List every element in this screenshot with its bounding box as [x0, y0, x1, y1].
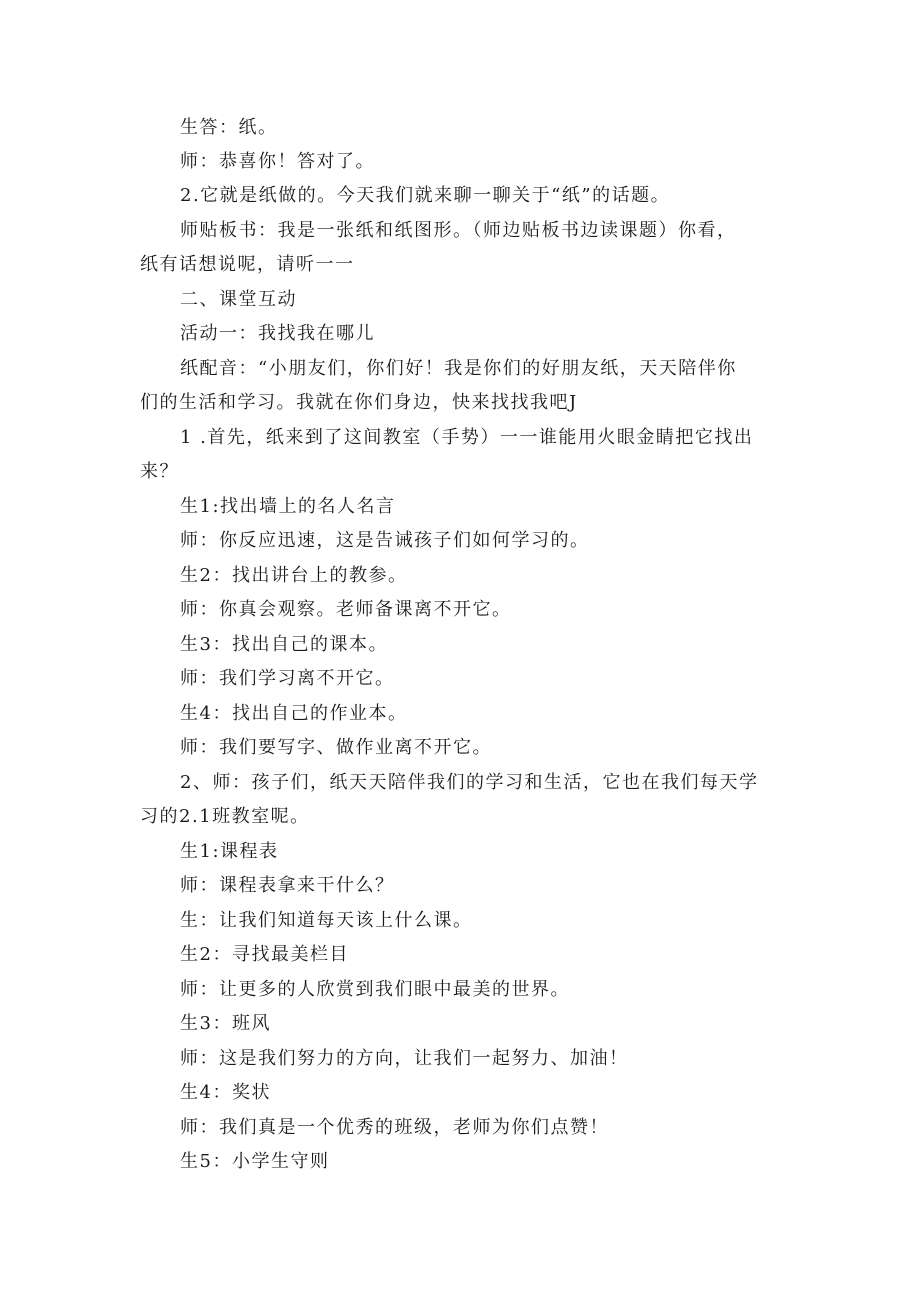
text-line-teacher-reply-4: 师：我们要写字、做作业离不开它。: [180, 737, 492, 758]
text-line-student-answer: 生答：纸。: [180, 117, 278, 138]
text-line-student-6: 生：让我们知道每天该上什么课。: [180, 910, 473, 931]
text-line-step-two-cont: 习的2.1班教室呢。: [140, 806, 310, 827]
section-heading-interaction: 二、课堂互动: [180, 289, 297, 310]
text-line-step-one-cont: 来？: [140, 461, 179, 482]
text-line-student-9: 生4：奖状: [180, 1082, 271, 1103]
text-line-student-4: 生4：找出自己的作业本。: [180, 703, 408, 724]
text-line-student-5: 生1:课程表: [180, 841, 279, 862]
text-line-student-10: 生5：小学生守则: [180, 1151, 330, 1172]
activity-heading: 活动一：我找我在哪儿: [180, 323, 375, 344]
text-line-student-1: 生1:找出墙上的名人名言: [180, 496, 396, 517]
text-line-paper-voice-cont: 们的生活和学习。我就在你们身边，快来找找我吧J: [140, 392, 578, 413]
text-line-teacher-reply-1: 师：你反应迅速，这是告诫孩子们如何学习的。: [180, 530, 590, 551]
text-line-paper-voice: 纸配音：“小朋友们，你们好！我是你们的好朋友纸，天天陪伴你: [180, 358, 737, 379]
text-line-student-8: 生3：班风: [180, 1013, 271, 1034]
text-line-board-writing: 师贴板书：我是一张纸和纸图形。（师边贴板书边读课题）你看，: [180, 220, 737, 241]
text-line-student-3: 生3：找出自己的课本。: [180, 634, 388, 655]
text-line-teacher-reply-8: 师：我们真是一个优秀的班级，老师为你们点赞！: [180, 1117, 609, 1138]
text-line-board-writing-cont: 纸有话想说呢，请听一一: [140, 254, 355, 275]
text-line-teacher-reply-7: 师：这是我们努力的方向，让我们一起努力、加油！: [180, 1048, 629, 1069]
text-line-teacher-reply-2: 师：你真会观察。老师备课离不开它。: [180, 599, 512, 620]
text-line-step-two: 2、师：孩子们，纸天天陪伴我们的学习和生活，它也在我们每天学: [180, 772, 759, 793]
text-line-teacher-reply-3: 师：我们学习离不开它。: [180, 668, 395, 689]
text-line-teacher-congrats: 师：恭喜你！答对了。: [180, 151, 375, 172]
text-line-student-2: 生2：找出讲台上的教参。: [180, 565, 408, 586]
text-line-student-7: 生2：寻找最美栏目: [180, 944, 349, 965]
text-line-teacher-reply-5: 师：课程表拿来干什么？: [180, 875, 395, 896]
text-line-teacher-reply-6: 师：让更多的人欣赏到我们眼中最美的世界。: [180, 979, 570, 1000]
text-line-step-one: 1 .首先，纸来到了这间教室（手势）一一谁能用火眼金睛把它找出: [180, 427, 754, 448]
text-line-topic-intro: 2.它就是纸做的。今天我们就来聊一聊关于“纸”的话题。: [180, 185, 671, 206]
